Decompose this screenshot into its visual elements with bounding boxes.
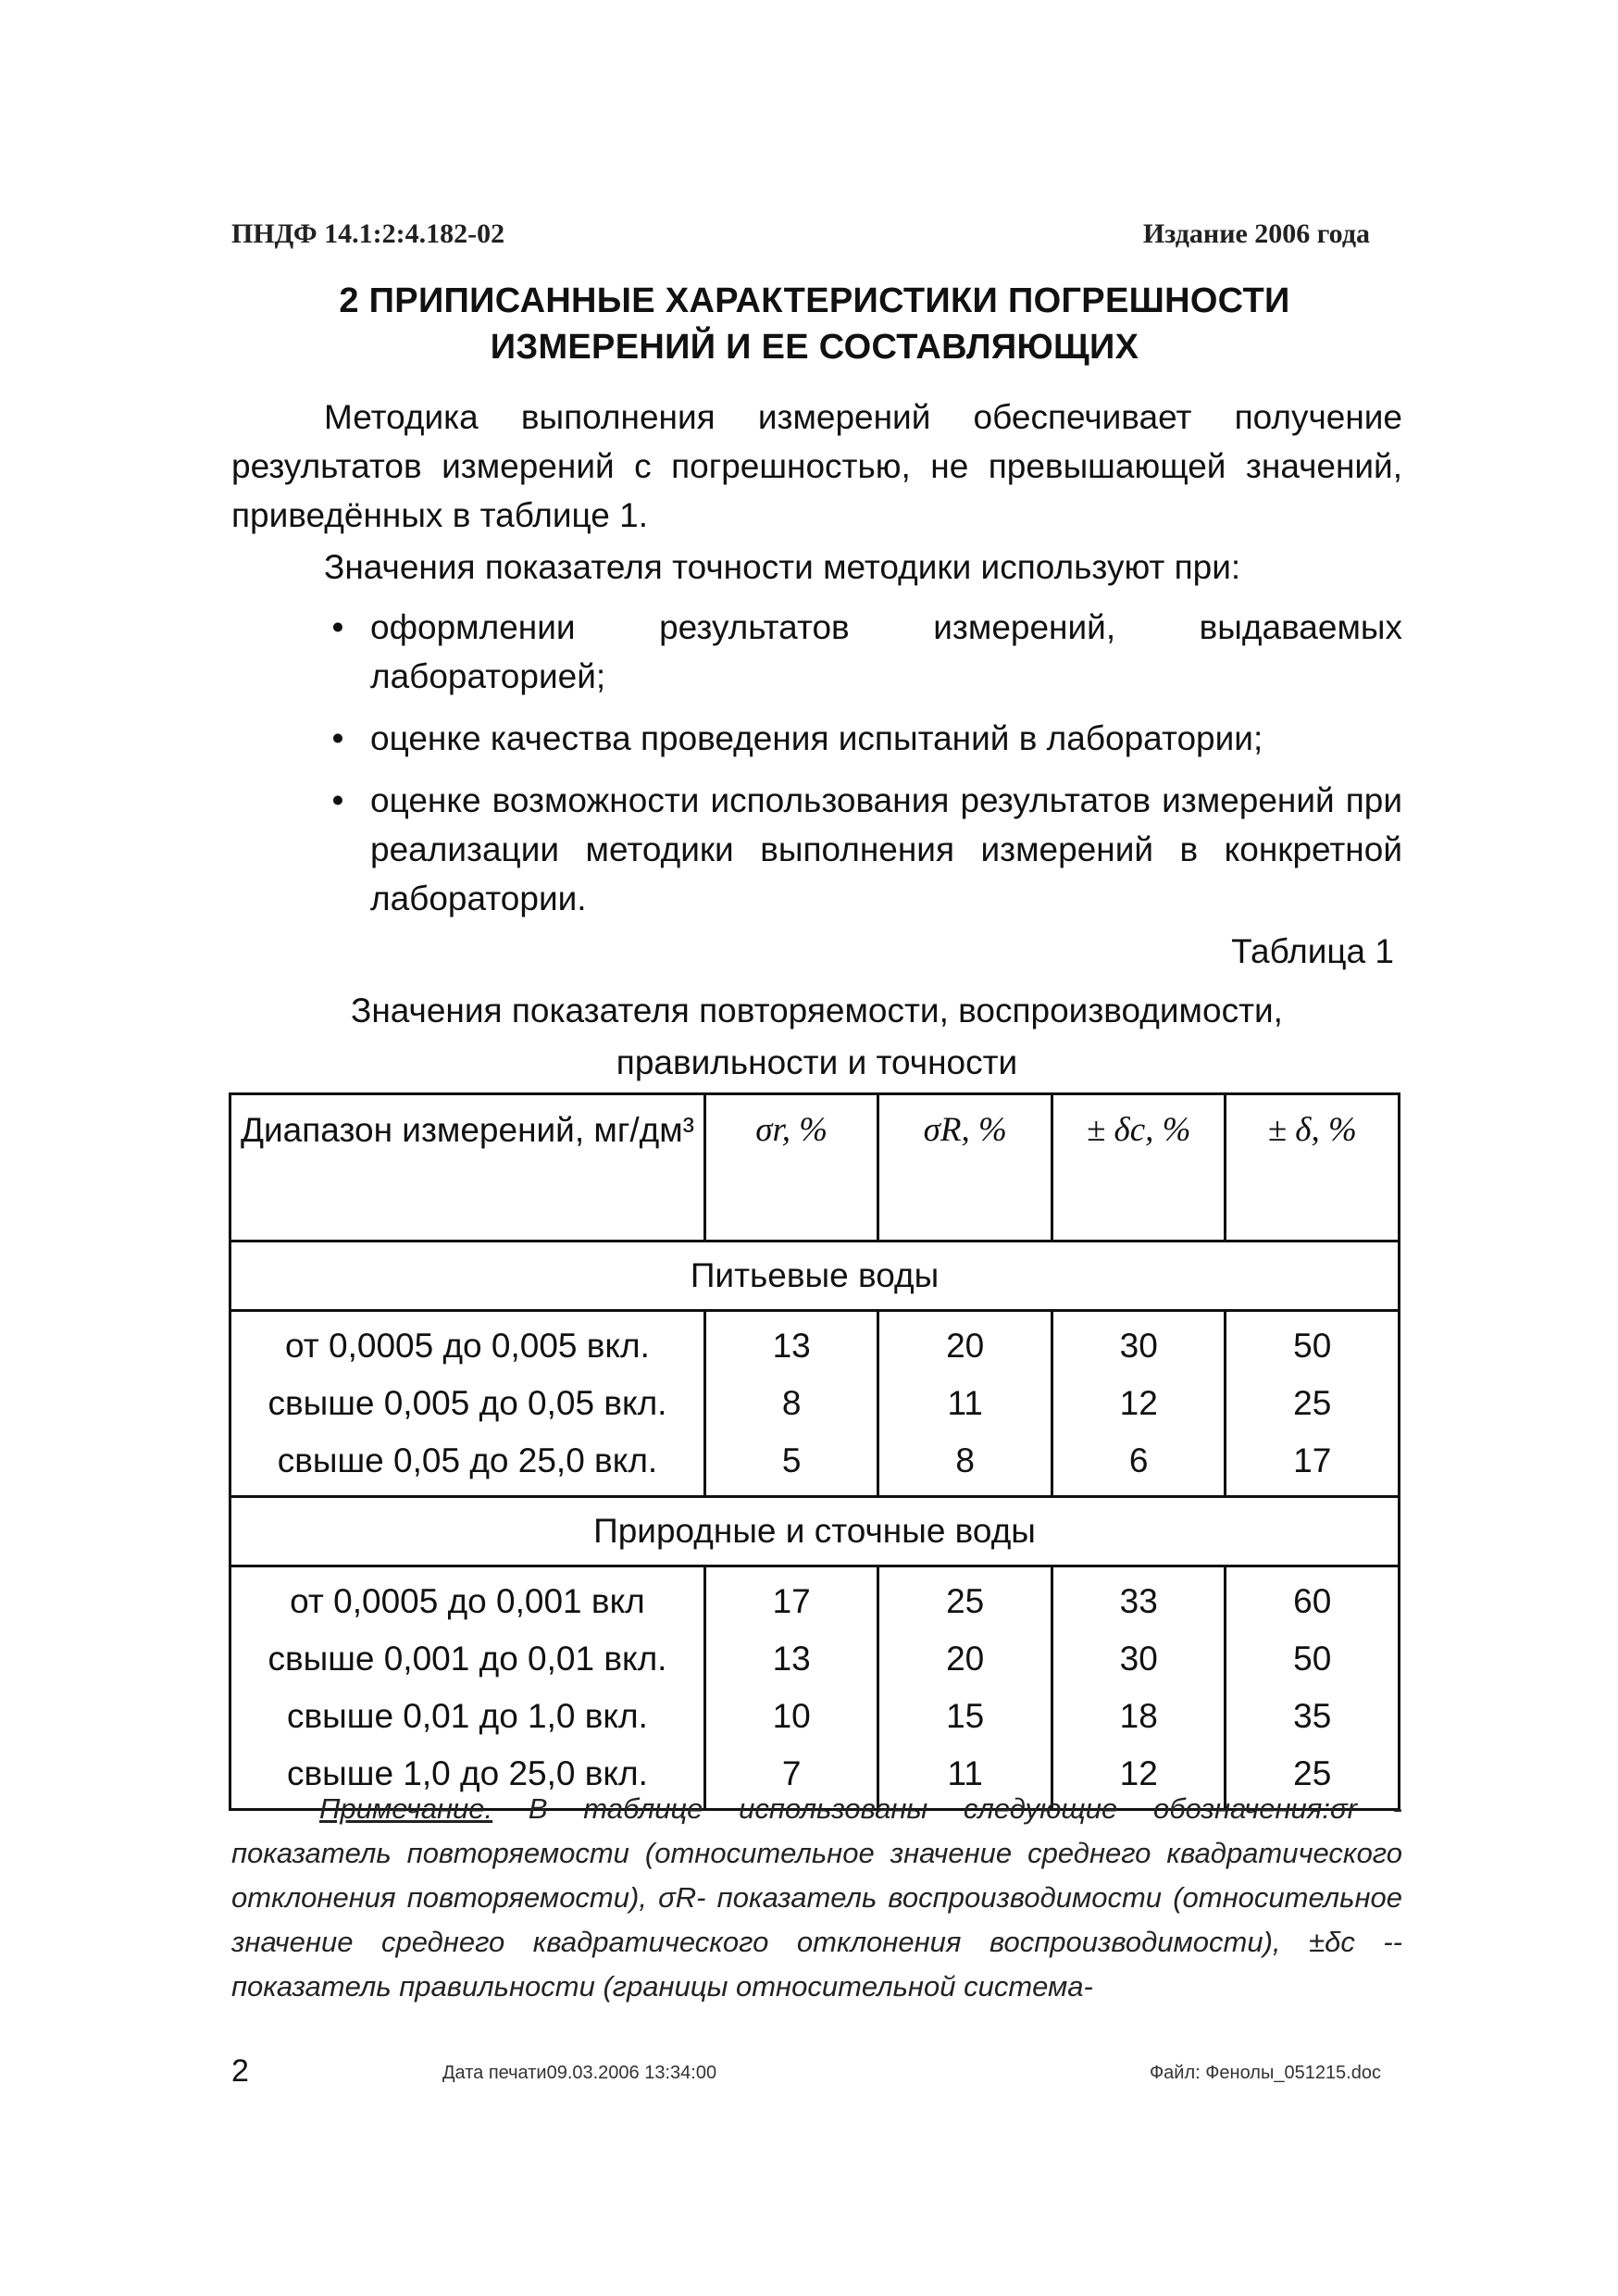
delta-cell: 17 (1226, 1432, 1400, 1497)
list-item (324, 714, 1402, 763)
sigma-R-cell: 20 (878, 1630, 1052, 1688)
sigma-R-cell: 8 (878, 1432, 1052, 1497)
sigma-r-cell: 17 (704, 1566, 878, 1631)
table-row (230, 1432, 1400, 1497)
range-cell: свыше 0,001 до 0,01 вкл. (230, 1630, 705, 1688)
section-title (231, 278, 1398, 370)
section-title-drinking: Питьевые воды (230, 1242, 1400, 1311)
note-label: Примечание. (319, 1792, 493, 1825)
table-row (230, 1566, 1400, 1631)
note-text: В таблице использованы следующие обозначения:σr - показатель повторяемости (относительное значение среднего квадратического отклонения повторяемости), σR- показатель воспроизводимости (относительное значение среднего квадратического отклонения воспроизводимости), ±δc -- показатель правильности (границы относительной система- (231, 1792, 1402, 2003)
table-row (230, 1688, 1400, 1745)
table-header-row (230, 1094, 1400, 1242)
table-caption-line1: Значения показателя повторяемости, воспроизводимости, (351, 992, 1283, 1029)
delta-cell: 25 (1226, 1375, 1400, 1432)
sigma-r-cell: 13 (704, 1630, 878, 1688)
delta-cell: 50 (1226, 1630, 1400, 1688)
range-cell: свыше 0,05 до 25,0 вкл. (230, 1432, 705, 1497)
header-sigma-R: σR, % (878, 1094, 1052, 1242)
section-title-line1: 2 ПРИПИСАННЫЕ ХАРАКТЕРИСТИКИ ПОГРЕШНОСТИ (339, 281, 1290, 320)
bullet-icon: • (331, 719, 344, 757)
print-date: Дата печати09.03.2006 13:34:00 (442, 2063, 717, 2083)
header-delta-c: ± δc, % (1052, 1094, 1226, 1242)
sigma-R-cell: 25 (878, 1566, 1052, 1631)
table-row (230, 1375, 1400, 1432)
range-cell: от 0,0005 до 0,005 вкл. (230, 1311, 705, 1376)
delta-c-cell: 30 (1052, 1630, 1226, 1688)
usage-list (324, 603, 1402, 936)
list-item-text: оценке возможности использования результатов измерений при реализации методики выполнения измерений в конкретной лаборатории. (370, 781, 1402, 917)
sigma-R-cell: 11 (878, 1745, 1052, 1810)
list-item (324, 776, 1402, 923)
sigma-R-cell: 11 (878, 1375, 1052, 1432)
range-cell: свыше 0,005 до 0,05 вкл. (230, 1375, 705, 1432)
range-cell: свыше 1,0 до 25,0 вкл. (230, 1745, 705, 1810)
range-cell: от 0,0005 до 0,001 вкл (230, 1566, 705, 1631)
section-title-line2: ИЗМЕРЕНИЙ И ЕЕ СОСТАВЛЯЮЩИХ (490, 328, 1139, 367)
delta-c-cell: 30 (1052, 1311, 1226, 1376)
page-number: 2 (231, 2053, 249, 2089)
sigma-R-cell: 20 (878, 1311, 1052, 1376)
section-row (230, 1497, 1400, 1566)
delta-c-cell: 12 (1052, 1375, 1226, 1432)
sigma-r-cell: 5 (704, 1432, 878, 1497)
edition-label: Издание 2006 года (1142, 218, 1370, 249)
header-sigma-r: σr, % (704, 1094, 878, 1242)
sigma-r-cell: 8 (704, 1375, 878, 1432)
delta-c-cell: 33 (1052, 1566, 1226, 1631)
file-name: Файл: Фенолы_051215.doc (1149, 2063, 1381, 2083)
header-delta: ± δ, % (1226, 1094, 1400, 1242)
sigma-r-cell: 10 (704, 1688, 878, 1745)
delta-cell: 35 (1226, 1688, 1400, 1745)
header-range: Диапазон измерений, мг/дм³ (230, 1094, 705, 1242)
table-note (231, 1787, 1402, 2009)
table-caption-line2: правильности и точности (616, 1043, 1018, 1081)
table-row (230, 1630, 1400, 1688)
characteristics-table (229, 1092, 1400, 1811)
list-item (324, 603, 1402, 701)
intro-paragraph: Методика выполнения измерений обеспечивает получение результатов измерений с погрешностью, не превышающей значений, приведённых в таблице 1. (231, 398, 1402, 534)
usage-paragraph: Значения показателя точности методики используют при: (324, 548, 1241, 586)
delta-cell: 60 (1226, 1566, 1400, 1631)
table-label: Таблица 1 (1231, 932, 1394, 970)
list-item-text: оформлении результатов измерений, выдаваемых лабораторией; (370, 608, 1402, 695)
bullet-icon: • (331, 608, 344, 646)
delta-c-cell: 18 (1052, 1688, 1226, 1745)
sigma-R-cell: 15 (878, 1688, 1052, 1745)
list-item-text: оценке качества проведения испытаний в лаборатории; (370, 719, 1263, 757)
delta-c-cell: 6 (1052, 1432, 1226, 1497)
section-row (230, 1242, 1400, 1311)
delta-c-cell: 12 (1052, 1745, 1226, 1810)
document-code: ПНДФ 14.1:2:4.182-02 (231, 218, 505, 249)
section-title-natural: Природные и сточные воды (230, 1497, 1400, 1566)
table-row (230, 1311, 1400, 1376)
sigma-r-cell: 13 (704, 1311, 878, 1376)
sigma-r-cell: 7 (704, 1745, 878, 1810)
delta-cell: 50 (1226, 1311, 1400, 1376)
bullet-icon: • (331, 781, 344, 819)
delta-cell: 25 (1226, 1745, 1400, 1810)
table-caption (231, 985, 1402, 1089)
range-cell: свыше 0,01 до 1,0 вкл. (230, 1688, 705, 1745)
